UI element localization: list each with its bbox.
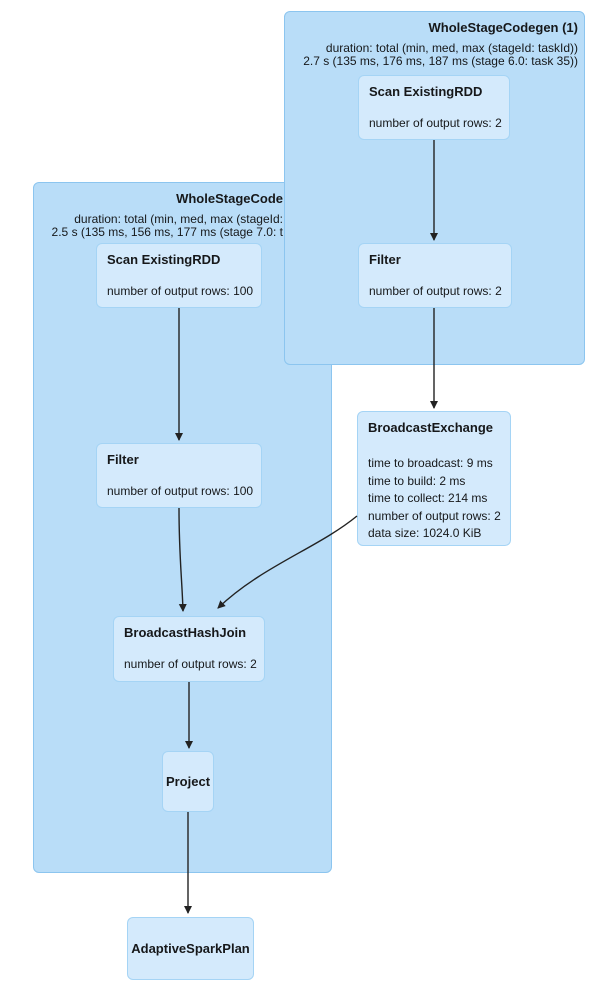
cluster-wholestagecodegen-1[interactable] [284,11,585,365]
node-title: Filter [369,252,401,267]
node-metric-output-rows: number of output rows: 2 [369,116,502,130]
node-title: BroadcastHashJoin [124,625,247,640]
node-metric-list [368,455,501,543]
node-metric-output-rows: number of output rows: 100 [107,284,254,298]
node-metric-time-build: time to build: 2 ms [368,473,466,488]
node-metric-data-size: data size: 1024.0 KiB [368,526,482,540]
duration-value: 2.5 s (135 ms, 156 ms, 177 ms (stage 7.0: t [51,225,283,239]
node-title: Filter [107,452,139,467]
node-metric-output-rows: number of output rows: 2 [369,284,502,298]
cluster-title: WholeStageCode [176,191,283,206]
plan-node-filter-2[interactable] [96,443,262,508]
cluster-duration [303,42,578,68]
cluster-title: WholeStageCodegen (1) [428,20,578,35]
plan-node-adaptive-spark-plan[interactable] [127,917,254,980]
node-metric-time-broadcast: time to broadcast: 9 ms [368,456,493,470]
node-title: BroadcastExchange [368,420,493,435]
cluster-duration [52,213,283,239]
node-metric-output-rows: number of output rows: 100 [107,484,254,498]
plan-node-broadcast-exchange[interactable] [357,411,511,546]
node-metric-output-rows: number of output rows: 2 [124,657,257,671]
node-title: Scan ExistingRDD [369,84,483,99]
duration-value: 2.7 s (135 ms, 176 ms, 187 ms (stage 6.0: task 35)) [303,54,578,68]
node-metric-output-rows: number of output rows: 2 [368,508,501,523]
plan-node-broadcast-hash-join[interactable] [113,616,265,682]
node-title: AdaptiveSparkPlan [131,941,250,956]
plan-node-project[interactable] [162,751,214,812]
plan-node-scan-existingrdd-1[interactable] [358,75,510,140]
duration-label: duration: total (min, med, max (stageId: taskId)) [325,41,578,55]
plan-node-filter-1[interactable] [358,243,512,308]
node-title: Scan ExistingRDD [107,252,221,267]
node-title: Project [165,774,211,789]
node-metric-time-collect: time to collect: 214 ms [368,491,488,505]
plan-node-scan-existingrdd-2[interactable] [96,243,262,308]
duration-label: duration: total (min, med, max (stageId: [74,212,283,226]
